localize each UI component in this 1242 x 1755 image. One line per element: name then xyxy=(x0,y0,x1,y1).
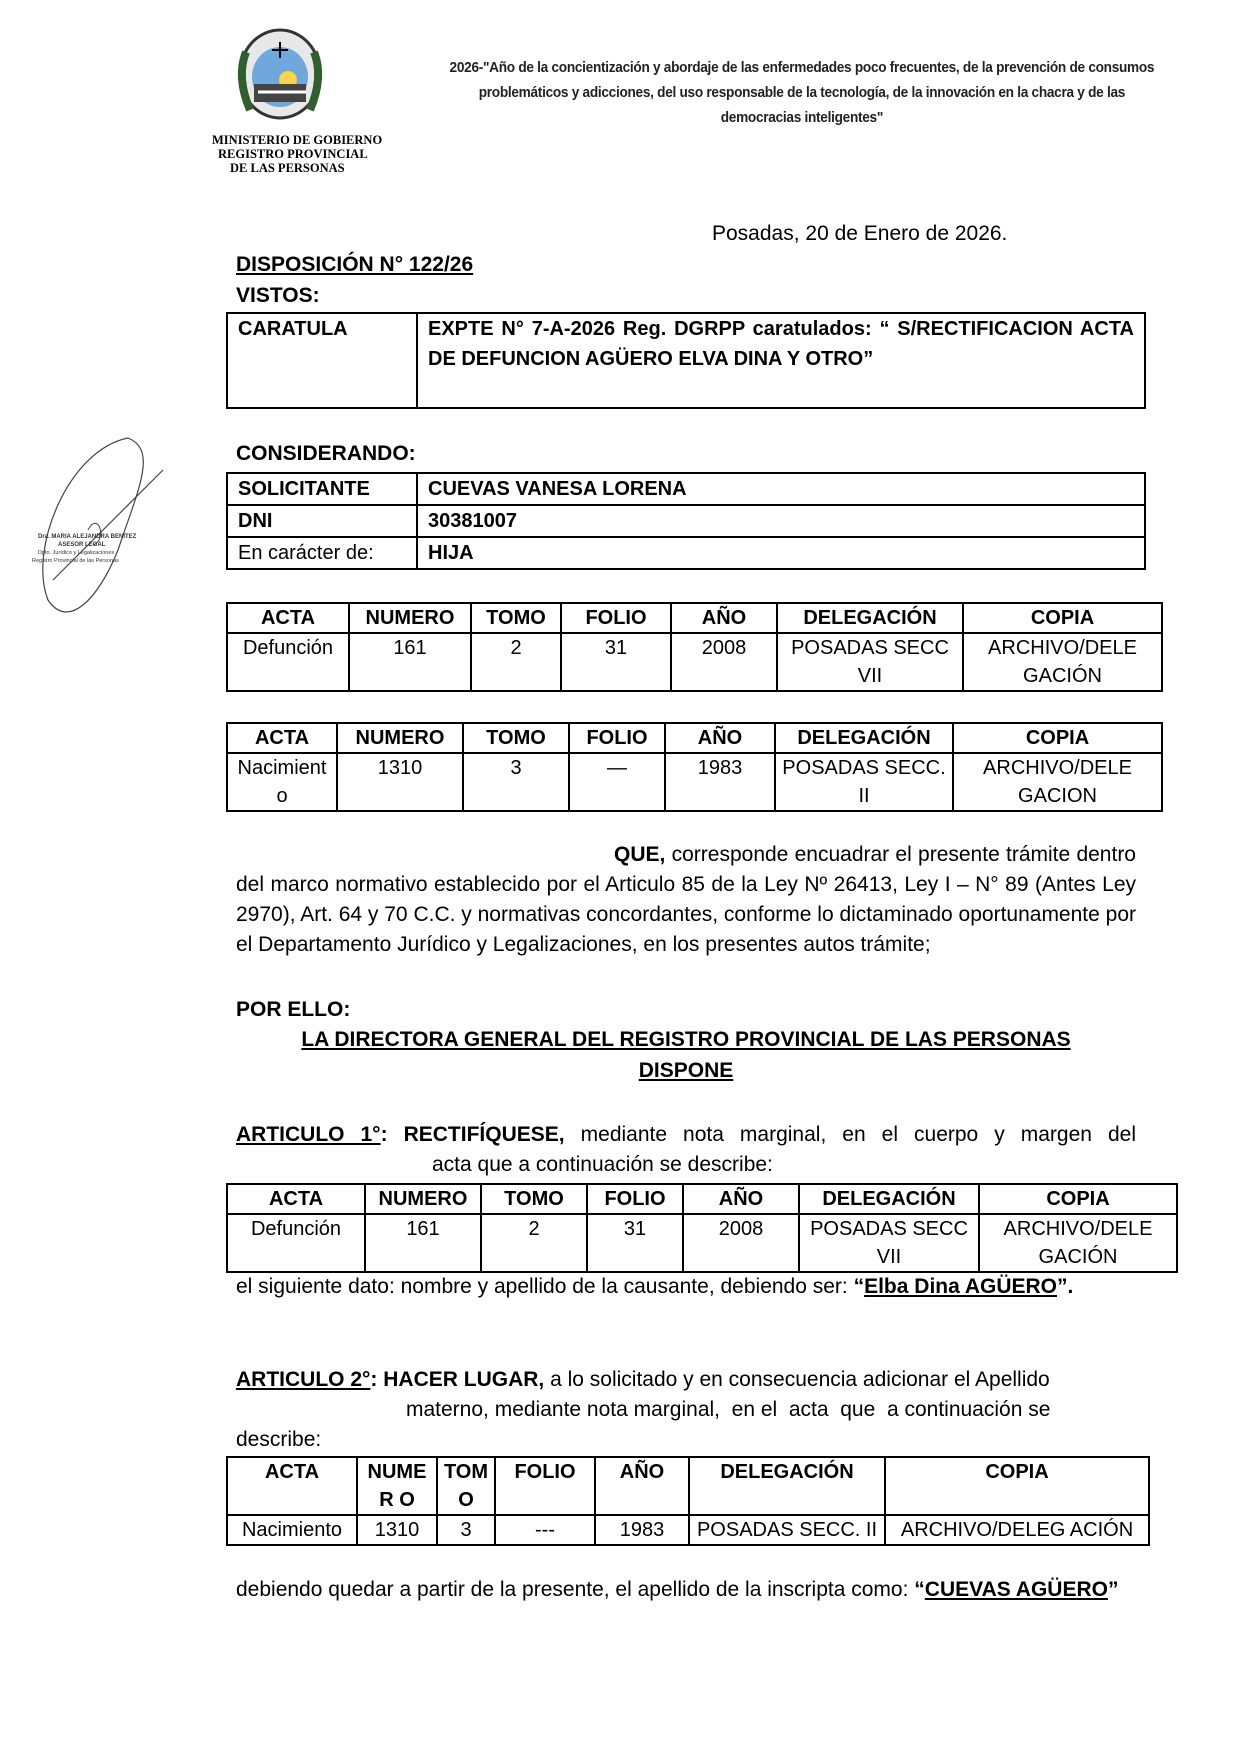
col-tomo: TOMO xyxy=(463,723,569,753)
col-tomo: TOMO xyxy=(471,603,561,633)
cell: 2008 xyxy=(671,633,777,691)
role-label: En carácter de: xyxy=(227,537,417,569)
svg-text:Registro Provincial de las Per: Registro Provincial de las Personas xyxy=(32,558,119,564)
article-1-after: el siguiente dato: nombre y apellido de la causante, debiendo ser: xyxy=(236,1275,848,1298)
applicant-value: CUEVAS VANESA LORENA xyxy=(417,473,1145,505)
col-copia: COPIA xyxy=(979,1184,1177,1214)
col-numero: NUMER O xyxy=(357,1457,437,1515)
cell: 1983 xyxy=(665,753,775,811)
cell: 3 xyxy=(437,1515,495,1545)
col-delegacion: DELEGACIÓN xyxy=(775,723,953,753)
svg-text:Dra. MARIA ALEJANDRA BENITEZ: Dra. MARIA ALEJANDRA BENITEZ xyxy=(38,534,137,540)
col-copia: COPIA xyxy=(885,1457,1149,1515)
que-lead: QUE, xyxy=(614,843,666,866)
ministry-line: MINISTERIO DE GOBIERNO xyxy=(212,133,383,147)
col-anio: AÑO xyxy=(671,603,777,633)
persons-line: DE LAS PERSONAS xyxy=(230,161,345,175)
article-1-text2: acta que a continuación se describe: xyxy=(432,1153,773,1176)
cell: ARCHIVO/DELE GACIÓN xyxy=(979,1214,1177,1272)
svg-text:ASESOR LEGAL: ASESOR LEGAL xyxy=(58,542,106,548)
table-row xyxy=(227,1214,1177,1272)
signature-stamp-icon xyxy=(28,430,188,630)
cell: POSADAS SECC. II xyxy=(775,753,953,811)
article-1-label: ARTICULO 1° xyxy=(236,1123,381,1146)
acta-table-art2 xyxy=(226,1456,1150,1546)
col-numero: NUMERO xyxy=(349,603,471,633)
col-acta: ACTA xyxy=(227,1184,365,1214)
article-2-name: CUEVAS AGÜERO xyxy=(924,1578,1108,1601)
article-1: ARTICULO 1°: RECTIFÍQUESE, mediante nota marginal, en el cuerpo y margen del xyxy=(236,1123,1136,1146)
col-acta: ACTA xyxy=(227,723,337,753)
considerando-heading: CONSIDERANDO: xyxy=(236,442,416,465)
table-row xyxy=(227,633,1162,691)
table-header-row xyxy=(227,723,1162,753)
cell: Defunción xyxy=(227,633,349,691)
cell: 3 xyxy=(463,753,569,811)
col-anio: AÑO xyxy=(665,723,775,753)
cell: Defunción xyxy=(227,1214,365,1272)
article-2-text3: describe: xyxy=(236,1428,322,1451)
cell: POSADAS SECC VII xyxy=(799,1214,979,1272)
applicant-label: SOLICITANTE xyxy=(227,473,417,505)
col-folio: FOLIO xyxy=(569,723,665,753)
dni-label: DNI xyxy=(227,505,417,537)
vistos-heading: VISTOS: xyxy=(236,284,320,307)
directora-heading: LA DIRECTORA GENERAL DEL REGISTRO PROVINCIAL DE LAS PERSONAS xyxy=(301,1028,1071,1051)
cell: Nacimient o xyxy=(227,753,337,811)
article-2-label: ARTICULO 2° xyxy=(236,1368,371,1391)
table-header-row xyxy=(227,1457,1149,1515)
article-2-result: debiendo quedar a partir de la presente, el apellido de la inscripta como: “CUEVAS AGÜERO” xyxy=(236,1578,1119,1601)
article-1-name: Elba Dina AGÜERO xyxy=(864,1275,1058,1298)
table-row xyxy=(227,473,1145,505)
col-folio: FOLIO xyxy=(587,1184,683,1214)
cell: --- xyxy=(495,1515,595,1545)
table-row xyxy=(227,537,1145,569)
article-2-text2: materno, mediante nota marginal, en el acta que a continuación se xyxy=(406,1398,1051,1421)
col-anio: AÑO xyxy=(595,1457,689,1515)
table-header-row xyxy=(227,1184,1177,1214)
cell: POSADAS SECC. II xyxy=(689,1515,885,1545)
article-2-verb: HACER LUGAR, xyxy=(383,1368,545,1391)
acta-table-art1 xyxy=(226,1183,1178,1273)
cell: 31 xyxy=(561,633,671,691)
col-delegacion: DELEGACIÓN xyxy=(799,1184,979,1214)
col-tomo: TOMO xyxy=(481,1184,587,1214)
disposition-title: DISPOSICIÓN N° 122/26 xyxy=(236,253,474,276)
table-header-row xyxy=(227,603,1162,633)
cell: 31 xyxy=(587,1214,683,1272)
year-motto: 2026-"Año de la concientización y abordaje de las enfermedades poco frecuentes, de la prevención de consumos problemáticos y adicciones, del uso responsable de la tecnología, de la innovación en la chacra y de las democracias inteligentes" xyxy=(449,60,1155,126)
cell: 161 xyxy=(349,633,471,691)
dispone-heading: DISPONE xyxy=(638,1059,734,1082)
caratula-table xyxy=(226,312,1146,409)
role-value: HIJA xyxy=(417,537,1145,569)
cell: ARCHIVO/DELE GACION xyxy=(953,753,1162,811)
col-numero: NUMERO xyxy=(337,723,463,753)
que-text: corresponde encuadrar el presente trámite dentro del marco normativo establecido por el Articulo 85 de la Ley Nº 26413, Ley I – N° 89 (Antes Ley 2970), Art. 64 y 70 C.C. y normativas concordantes, conforme lo dictaminado oportunamente por el Departamento Jurídico y Legalizaciones, en los presentes autos trámite; xyxy=(236,843,1136,956)
cell: ARCHIVO/DELEG ACIÓN xyxy=(885,1515,1149,1545)
article-2-after: debiendo quedar a partir de la presente, el apellido de la inscripta como: xyxy=(236,1578,909,1601)
cell: ARCHIVO/DELE GACIÓN xyxy=(963,633,1162,691)
table-row xyxy=(227,753,1162,811)
ministry-block xyxy=(212,133,382,175)
table-row xyxy=(227,505,1145,537)
col-delegacion: DELEGACIÓN xyxy=(689,1457,885,1515)
caratula-value: EXPTE N° 7-A-2026 Reg. DGRPP caratulados: “ S/RECTIFICACION ACTA DE DEFUNCION AGÜERO ELVA DINA Y OTRO” xyxy=(417,313,1145,408)
dni-value: 30381007 xyxy=(417,505,1145,537)
caratula-label: CARATULA xyxy=(227,313,417,408)
col-folio: FOLIO xyxy=(495,1457,595,1515)
cell: — xyxy=(569,753,665,811)
cell: 2008 xyxy=(683,1214,799,1272)
province-seal-icon xyxy=(228,22,332,126)
cell: 1310 xyxy=(357,1515,437,1545)
cell: Nacimiento xyxy=(227,1515,357,1545)
table-row xyxy=(227,1515,1149,1545)
cell: 161 xyxy=(365,1214,481,1272)
cell: 1310 xyxy=(337,753,463,811)
col-folio: FOLIO xyxy=(561,603,671,633)
article-1-result: el siguiente dato: nombre y apellido de la causante, debiendo ser: “Elba Dina AGÜERO”. xyxy=(236,1275,1074,1298)
col-copia: COPIA xyxy=(963,603,1162,633)
por-ello: POR ELLO: xyxy=(236,998,351,1021)
article-1-text: mediante nota marginal, en el cuerpo y margen del xyxy=(580,1123,1136,1146)
article-1-verb: RECTIFÍQUESE, xyxy=(403,1123,565,1146)
registry-line: REGISTRO PROVINCIAL xyxy=(218,147,368,161)
cell: 2 xyxy=(471,633,561,691)
article-2: ARTICULO 2°: HACER LUGAR, a lo solicitado y en consecuencia adicionar el Apellido xyxy=(236,1368,1050,1391)
date-line: Posadas, 20 de Enero de 2026. xyxy=(712,222,1008,245)
col-acta: ACTA xyxy=(227,1457,357,1515)
cell: 2 xyxy=(481,1214,587,1272)
applicant-table xyxy=(226,472,1146,570)
cell: 1983 xyxy=(595,1515,689,1545)
col-tomo: TOM O xyxy=(437,1457,495,1515)
acta-table-defuncion xyxy=(226,602,1163,692)
col-copia: COPIA xyxy=(953,723,1162,753)
col-numero: NUMERO xyxy=(365,1184,481,1214)
svg-text:Dpto. Jurídico y Legalizacione: Dpto. Jurídico y Legalizaciones xyxy=(38,550,115,556)
col-anio: AÑO xyxy=(683,1184,799,1214)
que-paragraph xyxy=(236,840,1136,960)
col-delegacion: DELEGACIÓN xyxy=(777,603,963,633)
cell: POSADAS SECC VII xyxy=(777,633,963,691)
col-acta: ACTA xyxy=(227,603,349,633)
acta-table-nacimiento xyxy=(226,722,1163,812)
article-2-text: a lo solicitado y en consecuencia adicionar el Apellido xyxy=(550,1368,1050,1391)
